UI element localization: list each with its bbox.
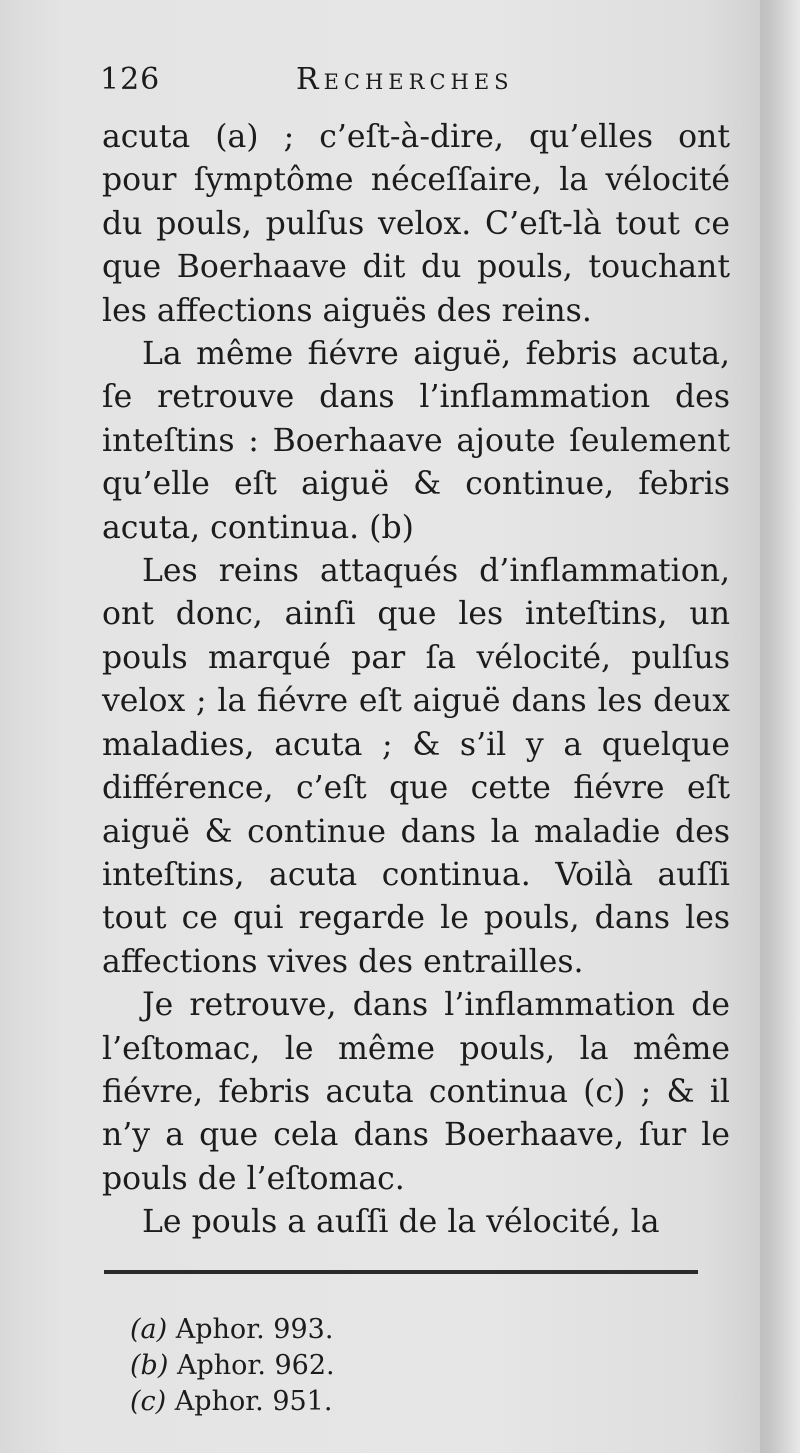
footnote-rule (104, 1270, 698, 1274)
body-text (102, 116, 730, 1245)
footnote (130, 1312, 630, 1348)
paragraph: Les reins attaqués d’inflammation, ont donc, ainſi que les inteſtins, un pouls marqué par ſa vélocité, pulſus velox ; la fiévre eſt aiguë dans les deux maladies, acuta ; & s’il y a quelque différence, c’eſt que cette fiévre eſt aiguë & continue dans la maladie des inteſtins, acuta continua. Voilà auſſi tout ce qui regarde le pouls, dans les affections vives des entrailles. (102, 553, 730, 980)
page-header (100, 62, 730, 106)
footnote-text: Aphor. 951. (174, 1386, 333, 1417)
footnote-text: Aphor. 993. (175, 1314, 334, 1345)
page-gutter-shadow (760, 0, 800, 1453)
paragraph: acuta (a) ; c’eſt-à-dire, qu’elles ont pour ſymptôme néceſſaire, la vélocité du pouls, pulſus velox. C’eſt-là tout ce que Boerhaave dit du pouls, touchant les affections aiguës des reins. (102, 119, 730, 329)
footnote-mark: (a) (130, 1314, 168, 1345)
paragraph: Je retrouve, dans l’inflammation de l’eſtomac, le même pouls, la même fiévre, febris acuta continua (c) ; & il n’y a que cela dans Boerhaave, ſur le pouls de l’eſtomac. (102, 987, 730, 1197)
running-head: Recherches (296, 62, 514, 97)
paragraph: Le pouls a auſſi de la vélocité, la (142, 1204, 660, 1241)
footnote-text: Aphor. 962. (176, 1350, 335, 1381)
footnote (130, 1348, 630, 1384)
footnote-mark: (c) (130, 1386, 167, 1417)
footnotes (130, 1312, 630, 1420)
footnote-mark: (b) (130, 1350, 169, 1381)
paragraph: La même fiévre aiguë, febris acuta, ſe retrouve dans l’inflammation des inteſtins : Boerhaave ajoute ſeulement qu’elle eſt aiguë & continue, febris acuta, continua. (b) (102, 336, 730, 546)
footnote (130, 1384, 630, 1420)
page-number: 126 (100, 62, 161, 97)
